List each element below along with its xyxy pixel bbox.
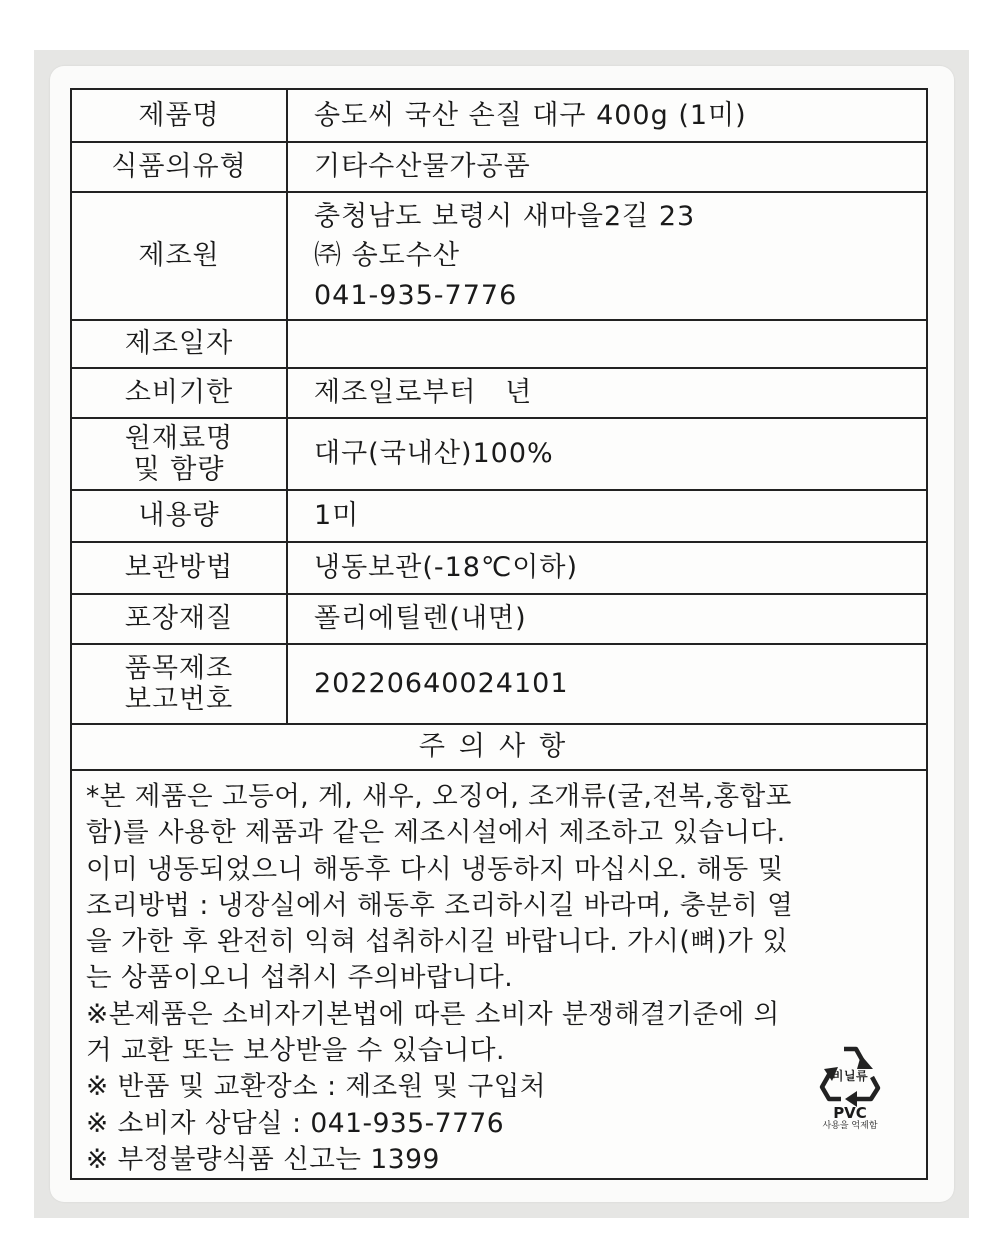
info-label-line: 원재료명 [124, 422, 234, 454]
info-label-line: 품목제조 [124, 652, 234, 684]
info-row-label [72, 368, 287, 418]
caution-line: ※ 반품 및 교환장소 : 제조원 및 구입처 [86, 1071, 546, 1103]
info-row [72, 490, 926, 542]
info-value-line: 송도씨 국산 손질 대구 400g (1미) [314, 99, 747, 131]
product-info-table [72, 90, 926, 725]
info-row-value [287, 418, 926, 490]
info-row-label [72, 594, 287, 644]
info-value-line: 20220640024101 [314, 668, 569, 700]
caution-line: 조리방법 : 냉장실에서 해동후 조리하시길 바라며, 충분히 열 [86, 889, 794, 921]
info-value-line: 대구(국내산)100% [314, 438, 554, 470]
info-row-label [72, 490, 287, 542]
info-row-value [287, 192, 926, 320]
info-row [72, 192, 926, 320]
caution-line: ※ 소비자 상담실 : 041-935-7776 [86, 1107, 505, 1139]
info-label-line: 포장재질 [124, 603, 234, 635]
caution-line: *본 제품은 고등어, 게, 새우, 오징어, 조개류(굴,전복,홍합포 [86, 781, 792, 812]
recycle-material: PVC [833, 1104, 867, 1122]
info-label-line: 소비기한 [124, 377, 234, 409]
info-row [72, 594, 926, 644]
info-value-line: ㈜ 송도수산 [314, 240, 460, 272]
recycle-mark [808, 1039, 892, 1147]
info-row-value [287, 90, 926, 142]
caution-line: 이미 냉동되었으니 해동후 다시 냉동하지 마십시오. 해동 및 [86, 853, 784, 885]
info-value-line: 1미 [314, 500, 360, 532]
caution-line: ※본제품은 소비자기본법에 따른 소비자 분쟁해결기준에 의 [86, 998, 780, 1030]
info-row-label [72, 320, 287, 368]
info-value-line: 폴리에틸렌(내면) [314, 603, 527, 635]
info-value-line: 041-935-7776 [314, 279, 518, 311]
info-value-line: 기타수산물가공품 [314, 151, 531, 183]
info-row-value [287, 594, 926, 644]
info-row-value [287, 542, 926, 594]
caution-line: 함)를 사용한 제품과 같은 제조시설에서 제조하고 있습니다. [86, 817, 786, 849]
info-label-line: 식품의유형 [111, 151, 247, 183]
info-value-line: 제조일로부터 년 [314, 377, 533, 409]
caution-line: 거 교환 또는 보상받을 수 있습니다. [86, 1035, 505, 1067]
label-box [70, 88, 928, 1180]
recycle-bottom-text: 사용을 억제함 [822, 1121, 878, 1131]
info-row [72, 320, 926, 368]
info-row-value [287, 142, 926, 192]
info-label-line: 내용량 [138, 500, 220, 532]
info-row [72, 90, 926, 142]
info-value-line: 냉동보관(-18℃이하) [314, 552, 578, 584]
info-row-label [72, 142, 287, 192]
info-row-value [287, 490, 926, 542]
recycle-top-text: 비닐류 [831, 1069, 869, 1083]
caution-line: 을 가한 후 완전히 익혀 섭취하시길 바랍니다. 가시(뼈)가 있 [86, 926, 789, 958]
caution-text [86, 779, 912, 1178]
caution-body [72, 771, 926, 1178]
recycle-icon [815, 1039, 885, 1109]
info-label-line: 및 함량 [133, 454, 225, 485]
info-row-label [72, 542, 287, 594]
info-value-line: 충청남도 보령시 새마을2길 23 [314, 201, 696, 233]
info-label-line: 제조원 [138, 240, 220, 272]
info-label-line: 제조일자 [124, 328, 234, 360]
info-label-line: 보관방법 [124, 552, 234, 584]
info-row [72, 142, 926, 192]
caution-line: 는 상품이오니 섭취시 주의바랍니다. [86, 962, 514, 994]
info-row-label [72, 418, 287, 490]
info-row-value [287, 644, 926, 724]
info-row-value [287, 320, 926, 368]
info-row [72, 542, 926, 594]
info-label-line: 제품명 [138, 99, 220, 131]
info-row-value [287, 368, 926, 418]
caution-title: 주의사항 [72, 725, 926, 771]
info-row [72, 644, 926, 724]
info-label-line: 보고번호 [124, 684, 234, 715]
caution-line: ※ 부정불량식품 신고는 1399 [86, 1143, 440, 1175]
info-row-label [72, 192, 287, 320]
info-row-label [72, 90, 287, 142]
info-row [72, 418, 926, 490]
info-row [72, 368, 926, 418]
info-row-label [72, 644, 287, 724]
